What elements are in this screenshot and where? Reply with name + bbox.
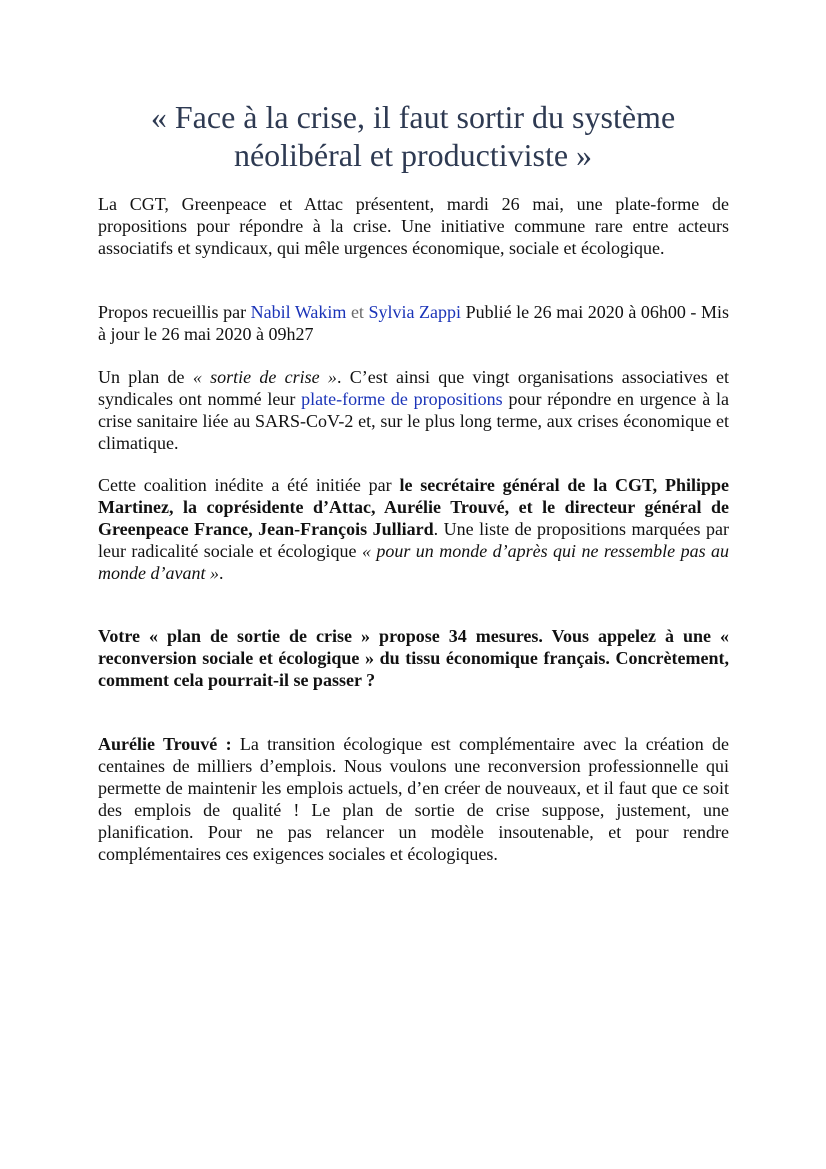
author-link-nabil-wakim[interactable]: Nabil Wakim — [250, 302, 347, 322]
intro-paragraph: La CGT, Greenpeace et Attac présentent, mardi 26 mai, une plate-forme de propositions pour répondre à la crise. Une initiative commune rare entre acteurs associatifs et syndicaux, qui mêle urgences économique, sociale et écologique. — [98, 194, 729, 258]
coalition-paragraph — [98, 474, 729, 584]
coalition-text-c: . — [218, 563, 224, 583]
coalition-quote: « pour un monde d’après qui ne ressemble pas au monde d’avant » — [98, 541, 730, 583]
byline — [98, 301, 729, 345]
answer-speaker: Aurélie Trouvé : — [98, 734, 232, 754]
byline-dates: Publié le 26 mai 2020 à 06h00 - Mis à jour le 26 mai 2020 à 09h27 — [98, 302, 729, 344]
title-line-2: néolibéral et productiviste » — [233, 137, 593, 173]
coalition-text-a: Cette coalition inédite a été initiée par — [98, 475, 400, 495]
platform-link[interactable]: plate-forme de propositions — [301, 389, 503, 409]
interview-question: Votre « plan de sortie de crise » propose 34 mesures. Vous appelez à une « reconversion sociale et écologique » du tissu économique français. Concrètement, comment cela pourrait-il se passer ? — [98, 626, 729, 690]
title-line-1: « Face à la crise, il faut sortir du système — [150, 99, 676, 135]
interview-answer — [98, 733, 729, 865]
answer-text: La transition écologique est complémentaire avec la création de centaines de milliers d’emplois. Nous voulons une reconversion professionnelle qui permette de maintenir les emplois actuels, d’en créer de nouveaux, et il faut que ce soit des emplois de qualité ! Le plan de sortie de crise suppose, justement, une planification. Pour ne pas relancer un modèle insoutenable, et pour rendre complémentaires ces exigences sociales et écologiques. — [98, 734, 729, 864]
plan-quote: « sortie de crise » — [192, 367, 337, 387]
plan-text-b: . C’est ainsi que vingt organisations associatives et syndicales ont nommé leur — [98, 367, 730, 409]
plan-paragraph — [98, 366, 729, 454]
coalition-text-b: . Une liste de propositions marquées par leur radicalité sociale et écologique — [98, 519, 729, 561]
byline-and: et — [346, 302, 369, 322]
byline-prefix: Propos recueillis par — [98, 302, 251, 322]
author-link-sylvia-zappi[interactable]: Sylvia Zappi — [368, 302, 462, 322]
plan-text-a: Un plan de — [98, 367, 193, 387]
coalition-leaders: le secrétaire général de la CGT, Philippe Martinez, la coprésidente d’Attac, Aurélie Trouvé, et le directeur général de Greenpeace France, Jean-François Julliard — [98, 475, 729, 539]
article-title — [90, 98, 736, 174]
plan-text-c: pour répondre en urgence à la crise sanitaire liée au SARS-CoV-2 et, sur le plus long terme, aux crises économique et climatique. — [98, 389, 729, 453]
